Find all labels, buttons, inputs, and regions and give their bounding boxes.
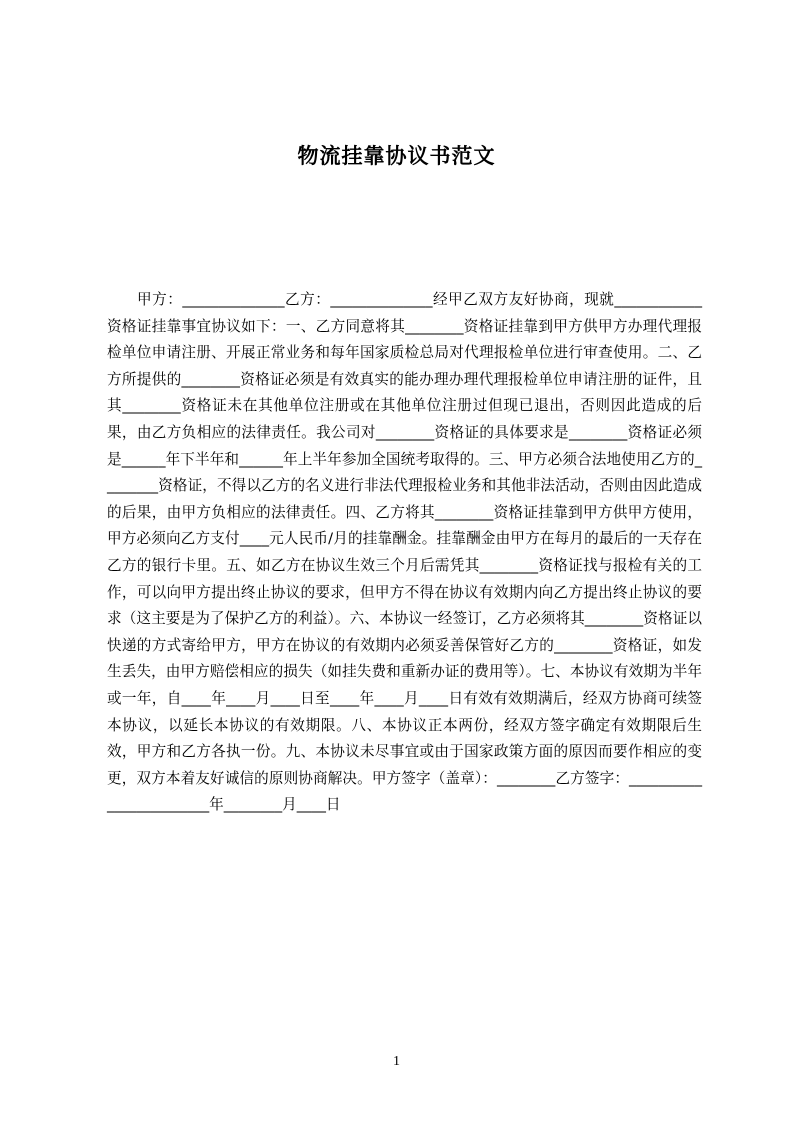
page-number: 1 [393, 1054, 400, 1069]
agreement-body-text: 甲方：______________乙方：______________经甲乙双方友好协商，现就____________资格证挂靠事宜协议如下：一、乙方同意将其________资格证挂靠到甲方供甲方办理代理报检单位申请注册、开展正常业务和每年国家质检总局对代理报检单位进行审查使用。二、乙方所提供的________资格证必须是有效真实的能办理办理代理报检单位申请注册的证件，且其________资格证未在其他单位注册或在其他单位注册过但现已退出，否则因此造成的后果，由乙方负相应的法律责任。我公司对________资格证的具体要求是________资格证必须是______年下半年和______年上半年参加全国统考取得的。三、甲方必须合法地使用乙方的________资格证，不得以乙方的名义进行非法代理报检业务和其他非法活动，否则由因此造成的后果，由甲方负相应的法律责任。四、乙方将其________资格证挂靠到甲方供甲方使用，甲方必须向乙方支付____元人民币/月的挂靠酬金。挂靠酬金由甲方在每月的最后的一天存在乙方的银行卡里。五、如乙方在协议生效三个月后需凭其________资格证找与报检有关的工作，可以向甲方提出终止协议的要求，但甲方不得在协议有效期内向乙方提出终止协议的要求（这主要是为了保护乙方的利益）。六、本协议一经签订，乙方必须将其________资格证以快递的方式寄给甲方，甲方在协议的有效期内必须妥善保管好乙方的________资格证，如发生丢失，由甲方赔偿相应的损失（如挂失费和重新办证的费用等）。七、本协议有效期为半年或一年，自____年____月____日至____年____月____日有效有效期满后，经双方协商可续签本协议，以延长本协议的有效期限。八、本协议正本两份，经双方签字确定有效期限后生效，甲方和乙方各执一份。九、本协议未尽事宜或由于国家政策方面的原因而要作相应的变更，双方本着友好诚信的原则协商解决。甲方签字（盖章）：________乙方签字：________________________年________月____日 [107, 291, 702, 814]
document-title: 物流挂靠协议书范文 [297, 144, 496, 168]
